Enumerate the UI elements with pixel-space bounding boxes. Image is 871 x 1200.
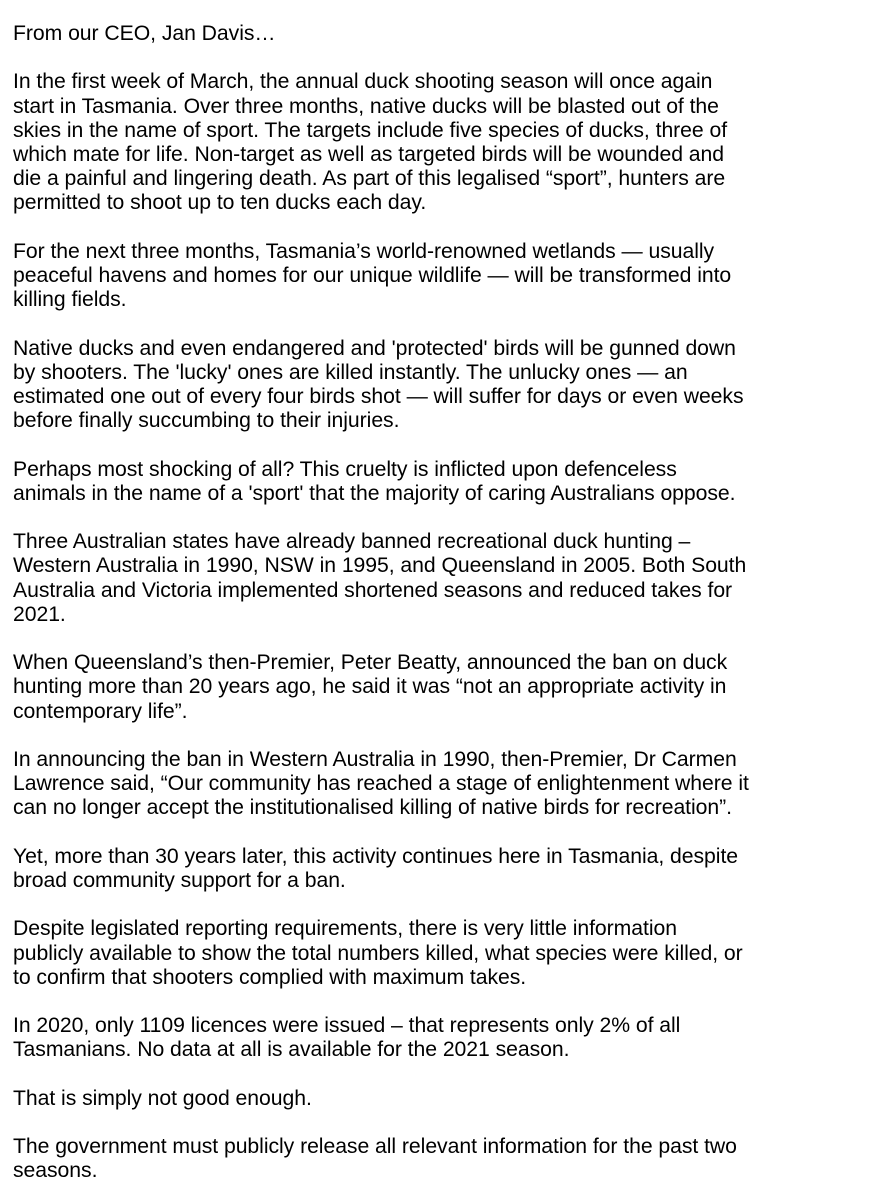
text-line: skies in the name of sport. The targets include five species of ducks, three of (13, 118, 728, 142)
text-line: In 2020, only 1109 licences were issued – that represents only 2% of all (13, 1014, 681, 1038)
text-line: Yet, more than 30 years later, this activity continues here in Tasmania, despite (13, 844, 739, 868)
text-line: animals in the name of a 'sport' that the majority of caring Australians oppose. (13, 481, 736, 505)
paragraph-7 (13, 748, 863, 821)
text-line: Despite legislated reporting requirements, there is very little information (13, 917, 677, 941)
paragraph-4 (13, 458, 863, 506)
text-line: Three Australian states have already banned recreational duck hunting – (13, 530, 691, 554)
text-line: From our CEO, Jan Davis… (13, 22, 276, 45)
paragraph-9 (13, 917, 863, 990)
text-line: contemporary life”. (13, 699, 188, 723)
paragraph-gap (13, 990, 863, 1014)
text-line: by shooters. The 'lucky' ones are killed instantly. The unlucky ones — an (13, 360, 688, 384)
paragraph-gap (13, 821, 863, 845)
text-line: 2021. (13, 602, 66, 626)
text-line: Native ducks and even endangered and 'protected' birds will be gunned down (13, 336, 736, 360)
paragraph-gap (13, 627, 863, 651)
paragraph-gap (13, 1111, 863, 1135)
text-line: Lawrence said, “Our community has reached a stage of enlightenment where it (13, 772, 749, 796)
text-line: The government must publicly release all relevant information for the past two (13, 1135, 737, 1159)
paragraph-1 (13, 70, 863, 215)
text-line: In the first week of March, the annual duck shooting season will once again (13, 70, 713, 94)
paragraph-12 (13, 1135, 863, 1183)
text-line: which mate for life. Non-target as well as targeted birds will be wounded and (13, 143, 725, 166)
paragraph-gap (13, 312, 863, 336)
ceo-heading (13, 22, 863, 46)
paragraph-11 (13, 1087, 863, 1111)
text-line: Australia and Victoria implemented shortened seasons and reduced takes for (13, 578, 733, 602)
text-line: For the next three months, Tasmania’s world-renowned wetlands — usually (13, 239, 715, 263)
paragraph-gap (13, 433, 863, 457)
paragraph-10 (13, 1014, 863, 1062)
text-line: permitted to shoot up to ten ducks each day. (13, 191, 427, 215)
text-line: peaceful havens and homes for our unique wildlife — will be transformed into (13, 264, 732, 287)
text-line: estimated one out of every four birds shot — will suffer for days or even weeks (13, 385, 744, 408)
text-line: Tasmanians. No data at all is available for the 2021 season. (13, 1038, 570, 1062)
text-line: seasons. (13, 1159, 98, 1183)
text-line: to confirm that shooters complied with maximum takes. (13, 965, 527, 989)
paragraph-3 (13, 337, 863, 434)
text-line: publicly available to show the total numbers killed, what species were killed, or (13, 941, 743, 965)
text-line: before finally succumbing to their injuries. (13, 409, 400, 433)
paragraph-6 (13, 651, 863, 724)
text-line: die a painful and lingering death. As part of this legalised “sport”, hunters are (13, 167, 726, 191)
text-line: That is simply not good enough. (13, 1086, 312, 1110)
text-line: Perhaps most shocking of all? This cruelty is inflicted upon defenceless (13, 457, 677, 481)
paragraph-gap (13, 46, 863, 70)
paragraph-gap (13, 506, 863, 530)
text-line: hunting more than 20 years ago, he said it was “not an appropriate activity in (13, 675, 727, 699)
paragraph-8 (13, 845, 863, 893)
paragraph-5 (13, 530, 863, 627)
document-body (13, 22, 863, 1184)
text-line: In announcing the ban in Western Australia in 1990, then-Premier, Dr Carmen (13, 747, 737, 771)
text-line: killing fields. (13, 288, 127, 312)
text-line: When Queensland’s then-Premier, Peter Beatty, announced the ban on duck (13, 651, 728, 675)
text-line: Western Australia in 1990, NSW in 1995, and Queensland in 2005. Both South (13, 554, 747, 578)
paragraph-gap (13, 1063, 863, 1087)
paragraph-gap (13, 216, 863, 240)
text-line: can no longer accept the institutionalised killing of native birds for recreation”. (13, 796, 732, 820)
text-line: broad community support for a ban. (13, 868, 346, 892)
paragraph-gap (13, 893, 863, 917)
paragraph-gap (13, 724, 863, 748)
paragraph-2 (13, 240, 863, 313)
text-line: start in Tasmania. Over three months, native ducks will be blasted out of the (13, 94, 719, 118)
